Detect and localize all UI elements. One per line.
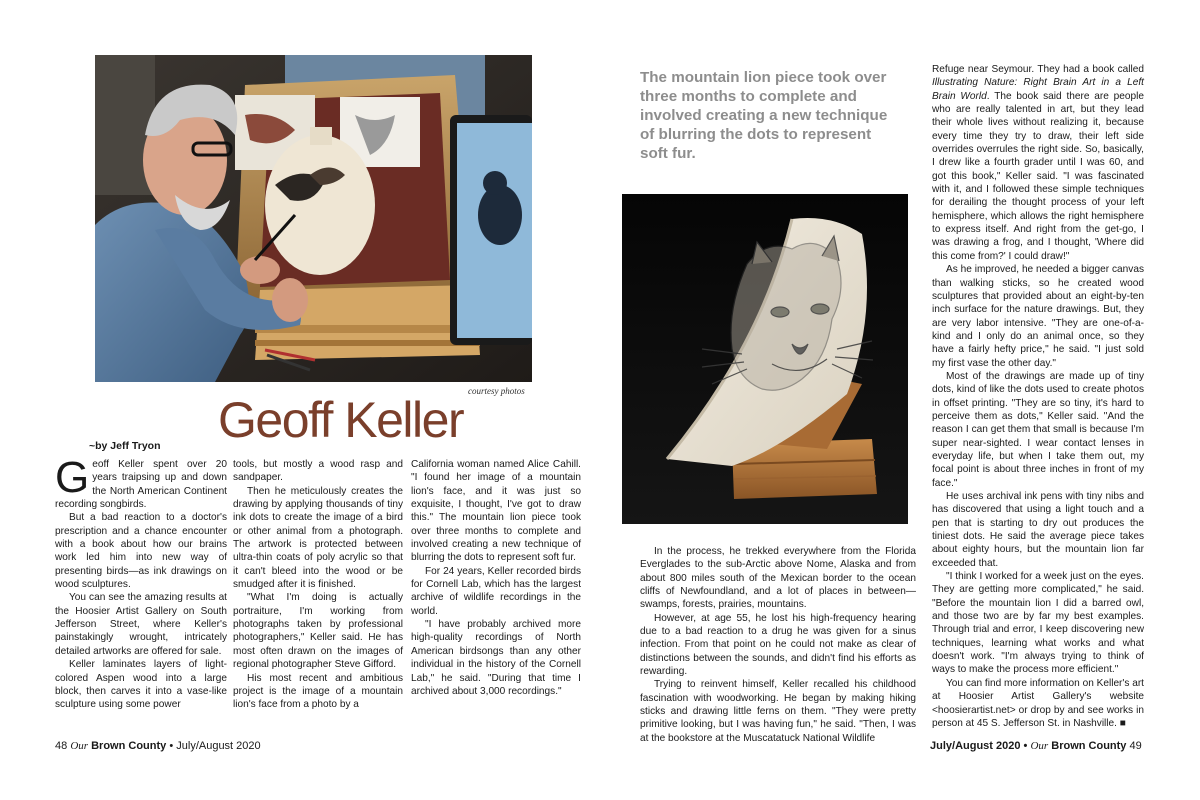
paragraph: Refuge near Seymour. They had a book called Illustrating Nature: Right Brain Art in a Left Brain World. The book said there are people who are really talented in art, but they lead their whole lives without realizing it, because every time they try to draw, their left side overrides overrules the right side. So, basically, I drew like a fourth grader until I was 60, and got this book," Keller said. "I was fascinated with it, and I followed these simple techniques for derailing the thought process of your left hemisphere, which allows the right hemisphere to express itself. And right from the get-go, I was drawing a frog, and I thought, 'Where did this come from?' I could draw!" (932, 64, 1144, 262)
column-5 (932, 63, 1144, 730)
page-number: 48 (55, 740, 68, 752)
paragraph: However, at age 55, he lost his high-frequency hearing due to a bad reaction to a drug he was given for a sinus infection. From that point on he could not make as clear of distinctions between the sounds, and didn't find his efforts as rewarding. (640, 612, 916, 678)
brand-our: Our (70, 740, 89, 752)
paragraph: Keller laminates layers of light-colored Aspen wood into a large block, then carves it into a vase-like sculpture using some power (55, 659, 227, 711)
paragraph: tools, but mostly a wood rasp and sandpaper. (233, 459, 403, 484)
byline: ~by Jeff Tryon (89, 440, 161, 452)
paragraph: Trying to reinvent himself, Keller recalled his childhood fascination with woodworking. He began by making hiking sticks and drawing little ferns on them. "They were pretty primitive looking, but I was having fun," he said. "Then, I was at the bookstore at the Muscatatuck National Wildlife (640, 679, 916, 744)
paragraph: You can see the amazing results at the Hoosier Artist Gallery on South Jefferson Street, where Keller's painstakingly wrought, intricately detailed artworks are offered for sale. (55, 592, 227, 657)
paragraph: For 24 years, Keller recorded birds for Cornell Lab, which has the largest archive of wildlife recordings in the world. (411, 565, 581, 617)
paragraph: Then he meticulously creates the drawing by applying thousands of tiny ink dots to create the image of a bird or other animal from a photograph. The artwork is protected between ultra-thin coats of poly acrylic so that it can't bleed into the wood or be smudged after it is finished. (233, 485, 403, 591)
article-title: Geoff Keller (218, 392, 464, 448)
paragraph: California woman named Alice Cahill. "I found her image of a mountain lion's face, and it was just so exquisite, I thought, I've got to draw this." The mountain lion piece took over three months to complete and involved creating a new technique of blurring the dots to represent soft fur. (411, 459, 581, 564)
column-1 (55, 453, 227, 712)
brand-name: Brown County (1051, 740, 1127, 752)
brand-name: Brown County (91, 740, 167, 752)
pull-quote: The mountain lion piece took over three months to complete and involved creating a new technique of blurring the dots to represent soft fur. (640, 69, 888, 162)
paragraph: In the process, he trekked everywhere from the Florida Everglades to the sub-Arctic above Nome, Alaska and from about 800 miles south of the Mexican border to the ocean cliffs of Newfoundland, and a lot of places in between—swamps, forests, prairies, mountains. (640, 546, 916, 611)
brand-our: Our (1030, 740, 1049, 752)
mountain-lion-sculpture-photo-icon (622, 194, 908, 524)
paragraph: "What I'm doing is actually portraiture, I'm working from photographs taken by professional photographers," Keller said. He has most often drawn on the images of regional photographer Steve Gifford. (233, 592, 403, 671)
paragraph: "I have probably archived more high-quality recordings of North American birdsongs than any other individual in the history of the Cornell Lab," he said. "During that time I archived about 3,000 recordings." (411, 619, 581, 697)
paragraph: Geoff Keller spent over 20 years traipsing up and down the North American Continent recording songbirds. (55, 453, 227, 511)
footer-left (55, 740, 261, 752)
paragraph: "I think I worked for a week just on the eyes. They are getting more complicated," he said. "Before the mountain lion I did a barred owl, and those two are by far my best examples. Through trial and error, I keep discovering new techniques, learning what works and what doesn't work. "I'm always trying to think of ways to make the process more efficient." (932, 571, 1144, 676)
paragraph: You can find more information on Keller's art at Hoosier Artist Gallery's website <hoosierartist.net> or drop by and see works in person at 45 S. Jefferson St. in Nashville. ■ (932, 677, 1144, 729)
paragraph: But a bad reaction to a doctor's prescription and a chance encounter with a book about how our brains work led him into new way of presenting birds—as ink drawings on wood sculptures. (55, 512, 227, 591)
sculpture-photo (622, 194, 908, 524)
drop-cap: G (55, 453, 90, 502)
paragraph: Most of the drawings are made up of tiny dots, kind of like the dots used to create photos in offset printing. "They are so tiny, it's hard to perceive them as dots," Keller said. "And the reason I can get them that small is because I'm super near-sighted. I wear contact lenses in everyday life, but when I take them out, my focal point is about three inches in front of my face." (932, 370, 1144, 489)
page-number: 49 (1129, 740, 1142, 752)
issue-date: July/August 2020 • (930, 740, 1028, 752)
column-3 (411, 458, 581, 698)
photo-credit: courtesy photos (468, 386, 525, 396)
footer-right (930, 740, 1142, 752)
book-title: Illustrating Nature: Right Brain Art in a Left Brain World (932, 77, 1144, 102)
paragraph: He uses archival ink pens with tiny nibs and has discovered that using a light touch and a pen that is starting to dry out produces the tiniest dots. He said the average piece takes about eighty hours, but the mountain lion far exceeded that. (932, 491, 1144, 569)
column-2 (233, 458, 403, 712)
column-4 (640, 545, 916, 745)
paragraph: As he improved, he needed a bigger canvas than walking sticks, so he created wood sculptures that provided about an eight-by-ten inch surface for the nature drawings. But, they are very labor intensive. "They are one-of-a-kind and I only do an animal once, so they have a fairly hefty price," he said. "I just sold my first vase the other day." (932, 264, 1144, 369)
artist-photo (95, 55, 532, 382)
issue-date: • July/August 2020 (169, 740, 261, 752)
artist-at-easel-photo-icon (95, 55, 532, 382)
paragraph: His most recent and ambitious project is the image of a mountain lion's face from a photo by a (233, 672, 403, 711)
